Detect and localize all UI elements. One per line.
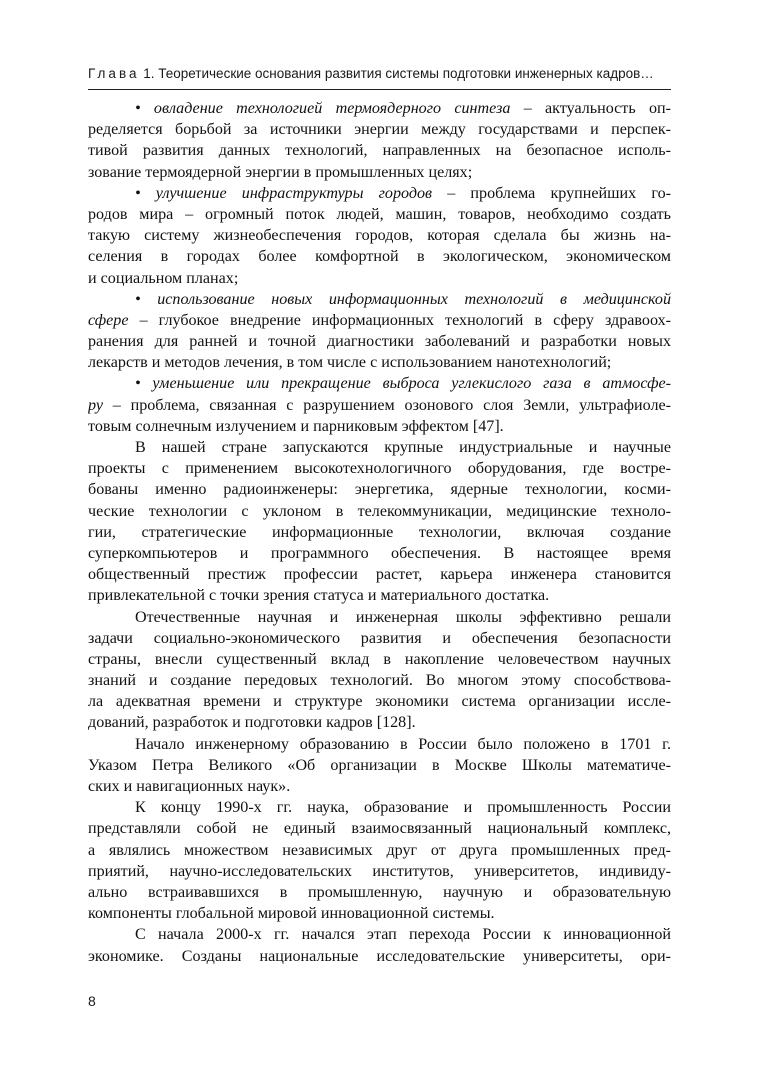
text-line: компоненты глобальной мировой инновационной системы.: [88, 905, 495, 923]
text-line: а являлись множеством независимых друг от друга промышленных пред-: [88, 841, 671, 859]
chapter-title: 1. Теоретические основания развития системы подготовки инженерных кадров…: [139, 66, 654, 81]
text-line: задачи социально-экономического развития и обеспечения безопасности: [88, 629, 671, 647]
text-line: • улучшение инфраструктуры городов – проблема крупнейших го-: [135, 184, 671, 202]
bullet-term-continued: сфере: [88, 311, 129, 329]
text-line: ально встраивавшихся в промышленную, научную и образовательную: [88, 883, 671, 901]
text-line: экономике. Созданы национальные исследовательские университеты, ори-: [88, 947, 671, 965]
text-line: гии, стратегические информационные технологии, включая создание: [88, 523, 671, 541]
text-line: родов мира – огромный поток людей, машин, товаров, необходимо создать: [88, 205, 671, 223]
text-line: ределяется борьбой за источники энергии между государствами и перспек-: [88, 121, 671, 139]
text-line: зование термоядерной энергии в промышленных целях;: [88, 163, 473, 181]
text-line: бованы именно радиоинженеры: энергетика, ядерные технологии, косми-: [88, 481, 671, 499]
chapter-word: Глава: [88, 66, 140, 81]
text-line: В нашей стране запускаются крупные индустриальные и научные: [135, 439, 671, 456]
bullet-term: • использование новых информационных технологий в медицинской: [135, 290, 671, 308]
text-line: привлекательной с точки зрения статуса и материального достатка.: [88, 587, 550, 605]
header-rule: [88, 89, 671, 90]
text-line: приятий, научно-исследовательских институтов, университетов, индивиду-: [88, 862, 671, 880]
text-line: товым солнечным излучением и парниковым эффектом [47].: [88, 417, 504, 435]
text-line: [88, 289, 671, 310]
text-line: сфере – глубокое внедрение информационных технологий в сферу здравоох-: [88, 311, 671, 329]
text-line: [88, 373, 671, 394]
text-line: С начала 2000-х гг. начался этап перехода России к инновационной: [135, 926, 671, 944]
text-line: дований, разработок и подготовки кадров [128].: [88, 714, 416, 732]
text-line: ских и навигационных наук».: [88, 778, 291, 795]
text-line: такую систему жизнеобеспечения городов, которая сделала бы жизнь на-: [88, 227, 671, 245]
body-text: [88, 98, 671, 967]
bullet-term: • улучшение инфраструктуры городов: [135, 184, 433, 202]
text-line: Указом Петра Великого «Об организации в Москве Школы математиче-: [88, 756, 671, 774]
text-line: и социальном планах;: [88, 269, 239, 287]
bullet-term: • уменьшение или прекращение выброса углекислого газа в атмосфе-: [135, 375, 671, 393]
text-line: лекарств и методов лечения, в том числе с использованием нанотехнологий;: [88, 354, 612, 372]
text-line: Отечественные научная и инженерная школы эффективно решали: [135, 608, 671, 626]
bullet-term-continued: ру: [88, 396, 103, 414]
text-line: К концу 1990-х гг. наука, образование и промышленность России: [135, 799, 671, 817]
text-line: страны, внесли существенный вклад в накопление человечеством научных: [88, 650, 671, 668]
text-line: суперкомпьютеров и программного обеспечения. В настоящее время: [88, 544, 671, 562]
text-line: проекты с применением высокотехнологичного оборудования, где востре-: [88, 460, 671, 478]
text-line: Начало инженерному образованию в России было положено в 1701 г.: [135, 735, 671, 753]
text-line: • овладение технологией термоядерного синтеза – актуальность оп-: [135, 100, 671, 117]
text-line: селения в городах более комфортной в экологическом, экономическом: [88, 248, 671, 266]
text-line: тивой развития данных технологий, направленных на безопасное исполь-: [88, 142, 671, 160]
text-line: общественный престиж профессии растет, карьера инженера становится: [88, 566, 671, 584]
text-line: ческие технологии с уклоном в телекоммуникации, медицинские техноло-: [88, 502, 671, 520]
text-line: ранения для ранней и точной диагностики заболеваний и разработки новых: [88, 333, 671, 351]
text-line: знаний и создание передовых технологий. Во многом этому способствова-: [88, 672, 671, 690]
running-header: [88, 66, 671, 81]
text-line: представляли собой не единый взаимосвязанный национальный комплекс,: [88, 820, 671, 838]
bullet-term: • овладение технологией термоядерного синтеза: [135, 100, 511, 117]
text-line: ла адекватная времени и структуре экономики система организации иссле-: [88, 693, 671, 711]
text-line: ру – проблема, связанная с разрушением озонового слоя Земли, ультрафиоле-: [88, 396, 671, 414]
page-number: 8: [88, 993, 96, 1009]
